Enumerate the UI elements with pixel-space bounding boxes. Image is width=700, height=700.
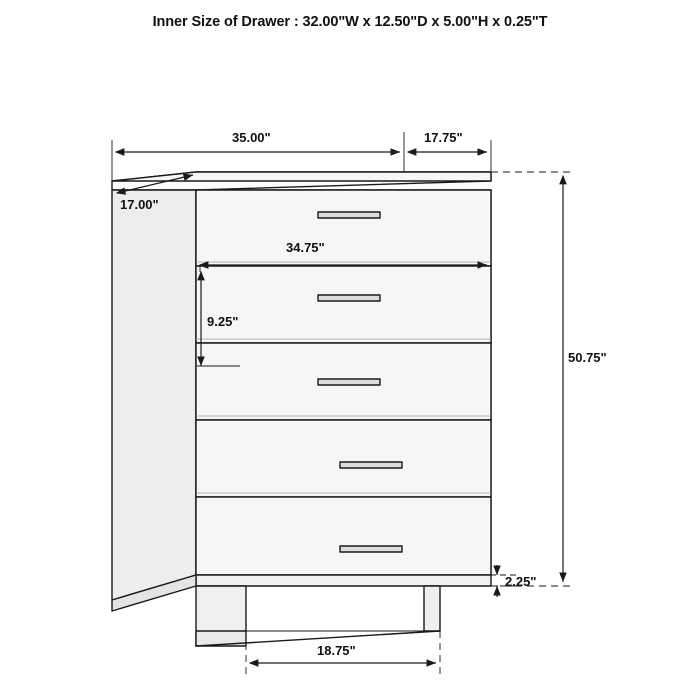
label-drawer-height: 9.25" (207, 314, 239, 329)
label-foot-span: 18.75" (317, 643, 356, 658)
label-depth: 17.00" (120, 197, 159, 212)
label-foot-height: 2.25" (505, 574, 537, 589)
page-title: Inner Size of Drawer : 32.00"W x 12.50"D x 5.00"H x 0.25"T (152, 14, 548, 30)
label-drawer-width: 34.75" (286, 240, 325, 255)
label-total-height: 50.75" (568, 350, 607, 365)
label-top-width: 35.00" (232, 130, 271, 145)
label-top-side: 17.75" (424, 130, 463, 145)
dim-depth (117, 175, 193, 193)
